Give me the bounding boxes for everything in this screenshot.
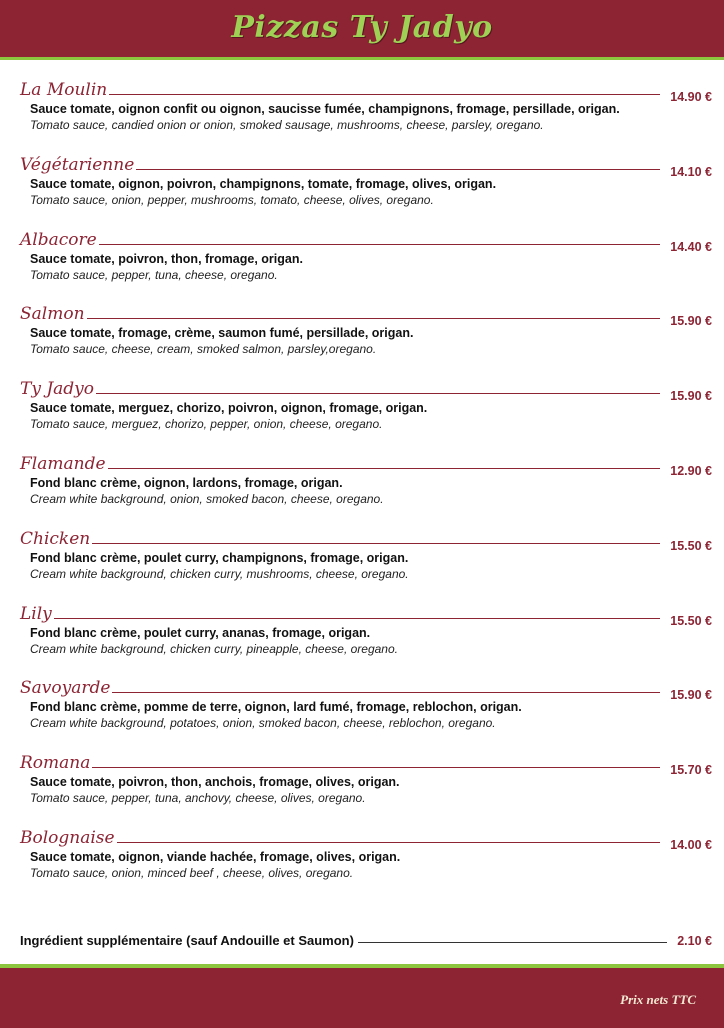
menu-item-header bbox=[20, 226, 712, 254]
menu-item bbox=[0, 76, 724, 151]
menu-item bbox=[0, 300, 724, 375]
ingredients-french: Fond blanc crème, oignon, lardons, fromage, origan. bbox=[30, 475, 343, 490]
ingredients-english: Tomato sauce, onion, pepper, mushrooms, tomato, cheese, olives, oregano. bbox=[30, 192, 434, 207]
menu-item bbox=[0, 450, 724, 525]
ingredients-french: Sauce tomate, poivron, thon, fromage, origan. bbox=[30, 251, 303, 266]
pizza-name: Chicken bbox=[20, 528, 91, 549]
leader-line bbox=[87, 318, 661, 319]
ingredients-french: Fond blanc crème, pomme de terre, oignon, lard fumé, fromage, reblochon, origan. bbox=[30, 700, 522, 715]
leader-line bbox=[108, 468, 661, 469]
pizza-name: Lily bbox=[20, 603, 52, 624]
leader-line bbox=[96, 393, 660, 394]
pizza-price: 15.90 € bbox=[670, 389, 712, 404]
pizza-price: 15.90 € bbox=[670, 688, 712, 703]
pizza-name: Bolognaise bbox=[20, 827, 115, 848]
pizza-name: Romana bbox=[20, 753, 91, 774]
menu-item bbox=[0, 674, 724, 749]
menu-item-header bbox=[20, 749, 712, 778]
ingredients-english: Cream white background, onion, smoked bacon, cheese, oregano. bbox=[30, 491, 384, 506]
ingredients-english: Tomato sauce, onion, minced beef , cheese, olives, oregano. bbox=[30, 865, 354, 880]
leader-line bbox=[112, 692, 660, 693]
ingredients-french: Sauce tomate, oignon, viande hachée, fromage, olives, origan. bbox=[30, 849, 401, 864]
leader-line bbox=[136, 169, 660, 170]
pizza-price: 14.90 € bbox=[670, 90, 712, 104]
menu-item-header bbox=[20, 76, 712, 104]
pizza-name: Albacore bbox=[20, 229, 97, 250]
ingredients-english: Tomato sauce, cheese, cream, smoked salmon, parsley,oregano. bbox=[30, 342, 377, 357]
pizza-name: Flamande bbox=[20, 453, 106, 474]
menu-item bbox=[0, 600, 724, 675]
pizza-name: Ty Jadyo bbox=[20, 379, 95, 400]
ingredients-french: Fond blanc crème, poulet curry, ananas, fromage, origan. bbox=[30, 625, 371, 640]
ingredients-french: Fond blanc crème, poulet curry, champignons, fromage, origan. bbox=[30, 550, 409, 565]
menu-item-header bbox=[20, 151, 712, 179]
leader-line bbox=[109, 94, 660, 95]
pizza-price: 14.10 € bbox=[670, 164, 712, 179]
pizza-price: 15.90 € bbox=[670, 314, 712, 329]
leader-line bbox=[92, 543, 660, 544]
pizza-price: 14.40 € bbox=[670, 239, 712, 254]
ingredients-english: Tomato sauce, pepper, tuna, anchovy, cheese, olives, oregano. bbox=[30, 791, 366, 806]
menu-item-header bbox=[20, 674, 712, 703]
ingredients-french: Sauce tomate, oignon confit ou oignon, saucisse fumée, champignons, fromage, persillade, origan. bbox=[30, 102, 620, 116]
menu-item bbox=[0, 749, 724, 824]
pizza-price: 15.70 € bbox=[670, 763, 712, 778]
menu-item-header bbox=[20, 300, 712, 329]
ingredients-english: Tomato sauce, pepper, tuna, cheese, oregano. bbox=[30, 267, 278, 282]
extra-ingredient-label: Ingrédient supplémentaire (sauf Andouille et Saumon) bbox=[20, 933, 354, 948]
menu-item bbox=[0, 375, 724, 450]
ingredients-english: Tomato sauce, candied onion or onion, smoked sausage, mushrooms, cheese, parsley, oregano. bbox=[30, 118, 544, 132]
pizza-menu bbox=[0, 76, 724, 899]
pizza-name: Savoyarde bbox=[20, 678, 111, 699]
pizza-price: 12.90 € bbox=[670, 463, 712, 478]
pizza-name: Végétarienne bbox=[20, 154, 135, 175]
menu-item-header bbox=[20, 600, 712, 628]
ingredients-english: Cream white background, chicken curry, mushrooms, cheese, oregano. bbox=[30, 566, 409, 581]
pizza-price: 15.50 € bbox=[670, 538, 712, 553]
page-title: Pizzas Ty Jadyo bbox=[231, 10, 493, 45]
leader-line bbox=[358, 942, 667, 943]
ingredients-english: Cream white background, chicken curry, pineapple, cheese, oregano. bbox=[30, 641, 398, 656]
leader-line bbox=[54, 618, 661, 619]
ingredients-english: Cream white background, potatoes, onion, smoked bacon, cheese, reblochon, oregano. bbox=[30, 716, 496, 731]
menu-item bbox=[0, 824, 724, 899]
leader-line bbox=[117, 842, 661, 843]
menu-item-header bbox=[20, 375, 712, 404]
menu-item-header bbox=[20, 450, 712, 478]
header-bar bbox=[0, 0, 724, 60]
price-note: Prix nets TTC bbox=[620, 992, 696, 1007]
menu-item-header bbox=[20, 525, 712, 553]
footer-bar bbox=[0, 964, 724, 1028]
menu-item-header bbox=[20, 824, 712, 852]
pizza-price: 14.00 € bbox=[670, 837, 712, 852]
extra-ingredient-price: 2.10 € bbox=[677, 934, 712, 948]
extra-ingredient-row bbox=[20, 928, 712, 948]
menu-item bbox=[0, 151, 724, 226]
leader-line bbox=[99, 244, 661, 245]
ingredients-french: Sauce tomate, oignon, poivron, champignons, tomate, fromage, olives, origan. bbox=[30, 176, 497, 191]
ingredients-french: Sauce tomate, fromage, crème, saumon fumé, persillade, origan. bbox=[30, 326, 414, 341]
ingredients-french: Sauce tomate, poivron, thon, anchois, fromage, olives, origan. bbox=[30, 775, 400, 790]
leader-line bbox=[92, 767, 660, 768]
menu-item bbox=[0, 525, 724, 600]
ingredients-french: Sauce tomate, merguez, chorizo, poivron, oignon, fromage, origan. bbox=[30, 401, 428, 416]
pizza-name: La Moulin bbox=[20, 80, 108, 100]
menu-item bbox=[0, 226, 724, 301]
pizza-price: 15.50 € bbox=[670, 613, 712, 628]
ingredients-english: Tomato sauce, merguez, chorizo, pepper, onion, cheese, oregano. bbox=[30, 417, 383, 432]
pizza-name: Salmon bbox=[20, 304, 85, 325]
